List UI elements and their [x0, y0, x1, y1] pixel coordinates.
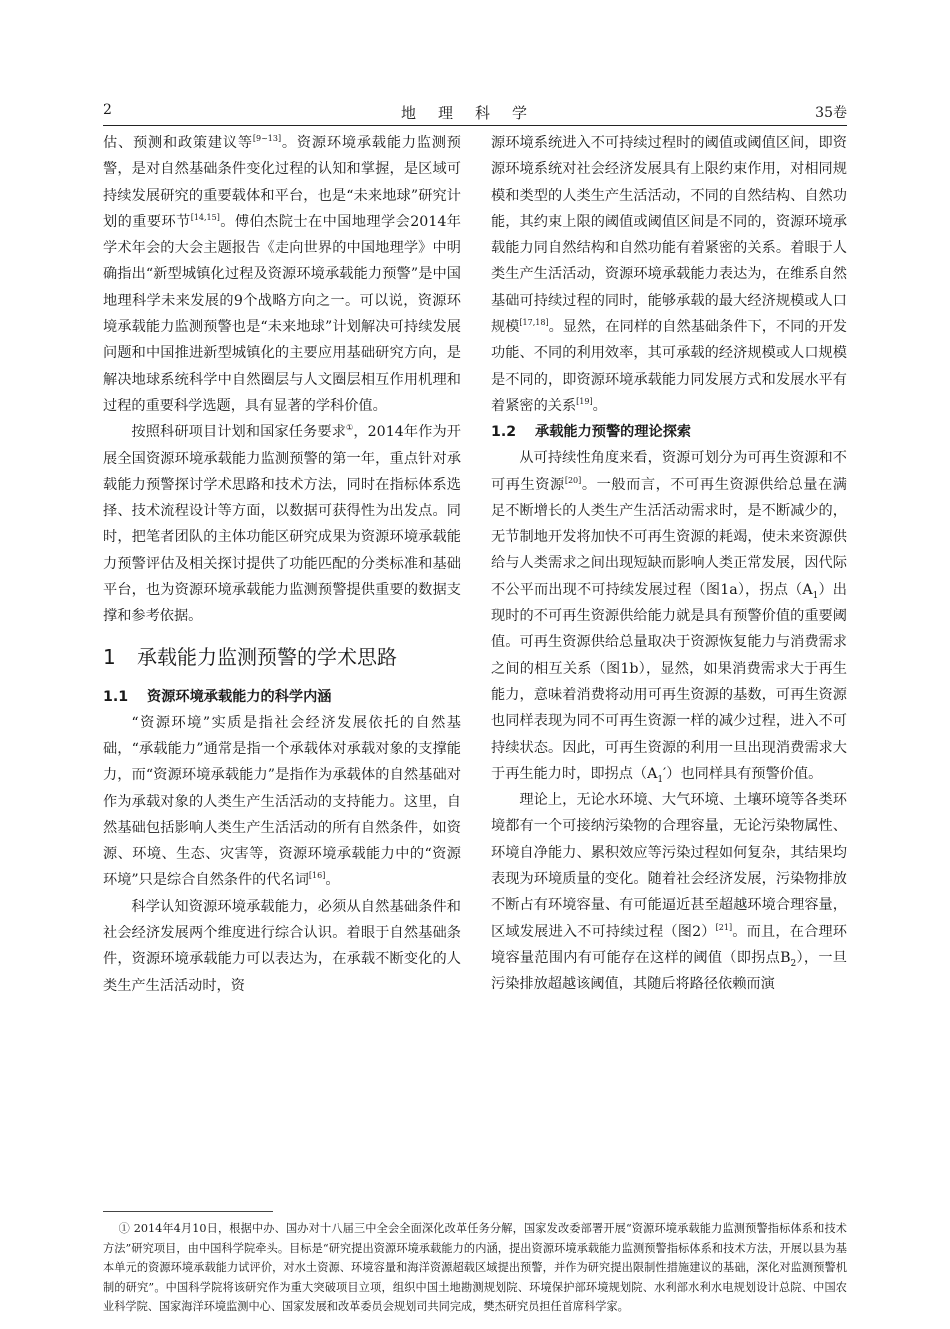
volume-label: 35卷	[815, 105, 847, 121]
subsection-heading: 1.1 资源环境承载能力的科学内涵	[103, 688, 332, 705]
footnote-mark: ①	[118, 1222, 131, 1235]
paragraph: 从可持续性角度来看，资源可划分为可再生资源和不可再生资源[20]。一般而言，不可再生资源供给总量在满足不断增长的人类生产生活活动需求时，是不断减少的，无节制地开发将加快不可再生资源的耗竭，使未来资源供给与人类需求之间出现短缺而影响人类正常发展，因代际不公平而出现不可持续发展过程（图1a），拐点$(A_1)$出现时的不可再生资源供给能力就是具有预警价值的重要阈值。可再生资源供给总量取决于资源恢复能力与消费需求之间的相互关系（图1b），显然，如果消费需求大于再生能力，意味着消费将动用可再生资源的基数，可再生资源也同样表现为同不可再生资源一样的减少过程，进入不可持续状态。因此，可再生资源的利用一旦出现消费需求大于再生能力时，即拐点$(A_1')$也同样具有预警价值。	[491, 450, 847, 785]
citation[interactable]: [14,15]	[190, 212, 220, 222]
citation[interactable]: [21]	[715, 922, 733, 932]
footnote-text: 2014年4月10日，根据中办、国办对十八届三中全会全面深化改革任务分解，国家发改委部署开展“资源环境承载能力监测预警指标体系和技术方法”研究项目，由中国科学院牵头。目标是“研究提出资源环境承载能力的内涵，提出资源环境承载能力监测预警指标体系和技术方法，开展以县为基本单元的资源环境承载能力试评价，对水土资源、环境容量和海洋资源超载区域提出预警，并作为研究提出限制性措施建议的基础，深化对监测预警机制的研究”。中国科学院将该研究作为重大突破项目立项，组织中国土地勘测规划院、环境保护部环境规划院、水利部水利水电规划设计总院、中国农业科学院、国家海洋环境监测中心、国家发展和改革委员会规划司共同完成，樊杰研究员担任首席科学家。	[103, 1222, 847, 1313]
header-rule	[103, 125, 847, 126]
paragraph: 源环境系统进入不可持续过程时的阈值或阈值区间，即资源环境系统对社会经济发展具有上限约束作用，对相同规模和类型的人类生产生活活动，不同的自然结构、自然功能，其约束上限的阈值或阈值区间是不同的，资源环境承载能力同自然结构和自然功能有着紧密的关系。着眼于人类生产生活活动，资源环境承载能力表达为，在维系自然基础可持续过程的同时，能够承载的最大经济规模或人口规模[17,18]。显然，在同样的自然基础条件下，不同的开发功能、不同的利用效率，其可承载的经济规模或人口规模是不同的，即资源环境承载能力同发展方式和发展水平有着紧密的关系[19]。	[491, 135, 847, 414]
running-header	[103, 102, 847, 124]
journal-title: 地理科学	[400, 104, 549, 122]
footnote-marker[interactable]: ①	[346, 423, 354, 433]
page-number: 2	[103, 102, 112, 118]
footnote-rule	[103, 1211, 273, 1212]
section-heading: 1 承载能力监测预警的学术思路	[103, 644, 397, 669]
subsection-heading: 1.2 承载能力预警的理论探索	[491, 424, 692, 441]
paragraph: 科学认知资源环境承载能力，必须从自然基础条件和社会经济发展两个维度进行综合认识。着眼于自然基础条件，资源环境承载能力可以表达为，在承载不断变化的人类生产生活活动时，资	[103, 898, 461, 994]
citation[interactable]: [17,18]	[519, 318, 549, 328]
paragraph: 理论上，无论水环境、大气环境、土壤环境等各类环境都有一个可接纳污染物的合理容量，无论污染物属性、环境自净能力、累积效应等污染过程如何复杂，其结果均表现为环境质量的变化。随着社会经济发展，污染物排放不断占有环境容量、有可能逼近甚至超越环境合理容量，区域发展进入不可持续过程（图2）[21]。而且，在合理环境容量范围内有可能存在这样的阈值（即拐点$B_2$），一旦污染排放超越该阈值，其随后将路径依赖而演	[491, 792, 847, 993]
paragraph: 估、预测和政策建议等[9~13]。资源环境承载能力监测预警，是对自然基础条件变化过程的认知和掌握，是区域可持续发展研究的重要载体和平台，也是“未来地球”研究计划的重要环节[14,15]。傅伯杰院士在中国地理学会2014年学术年会的大会主题报告《走向世界的中国地理学》中明确指出“新型城镇化过程及资源环境承载能力预警”是中国地理科学未来发展的9个战略方向之一。可以说，资源环境承载能力监测预警也是“未来地球”计划解决可持续发展问题和中国推进新型城镇化的主要应用基础研究方向，是解决地球系统科学中自然圈层与人文圈层相互作用机理和过程的重要科学选题，具有显著的学科价值。	[103, 134, 461, 414]
paragraph: 按照科研项目计划和国家任务要求①，2014年作为开展全国资源环境承载能力监测预警的第一年，重点针对承载能力预警探讨学术思路和技术方法，同时在指标体系选择、技术流程设计等方面，以数据可获得性为出发点。同时，把笔者团队的主体功能区研究成果为资源环境承载能力预警评估及相关探讨提供了功能匹配的分类标准和基础平台，也为资源环境承载能力监测预警提供重要的数据支撑和参考依据。	[103, 423, 461, 625]
citation[interactable]: [9~13]	[252, 134, 282, 143]
citation[interactable]: [19]	[576, 396, 593, 406]
citation[interactable]: [20]	[564, 475, 582, 485]
paragraph: “资源环境”实质是指社会经济发展依托的自然基础，“承载能力”通常是指一个承载体对承载对象的支撑能力，而“资源环境承载能力”是指作为承载体的自然基础对作为承载对象的人类生产生活活动的支持能力。这里，自然基础包括影响人类生产生活活动的所有自然条件，如资源、环境、生态、灾害等，资源环境承载能力中的“资源环境”只是综合自然条件的代名词[16]。	[103, 714, 461, 889]
citation[interactable]: [16]	[308, 871, 326, 881]
footnote	[103, 1219, 847, 1317]
left-column	[103, 130, 461, 999]
right-column	[491, 130, 847, 998]
